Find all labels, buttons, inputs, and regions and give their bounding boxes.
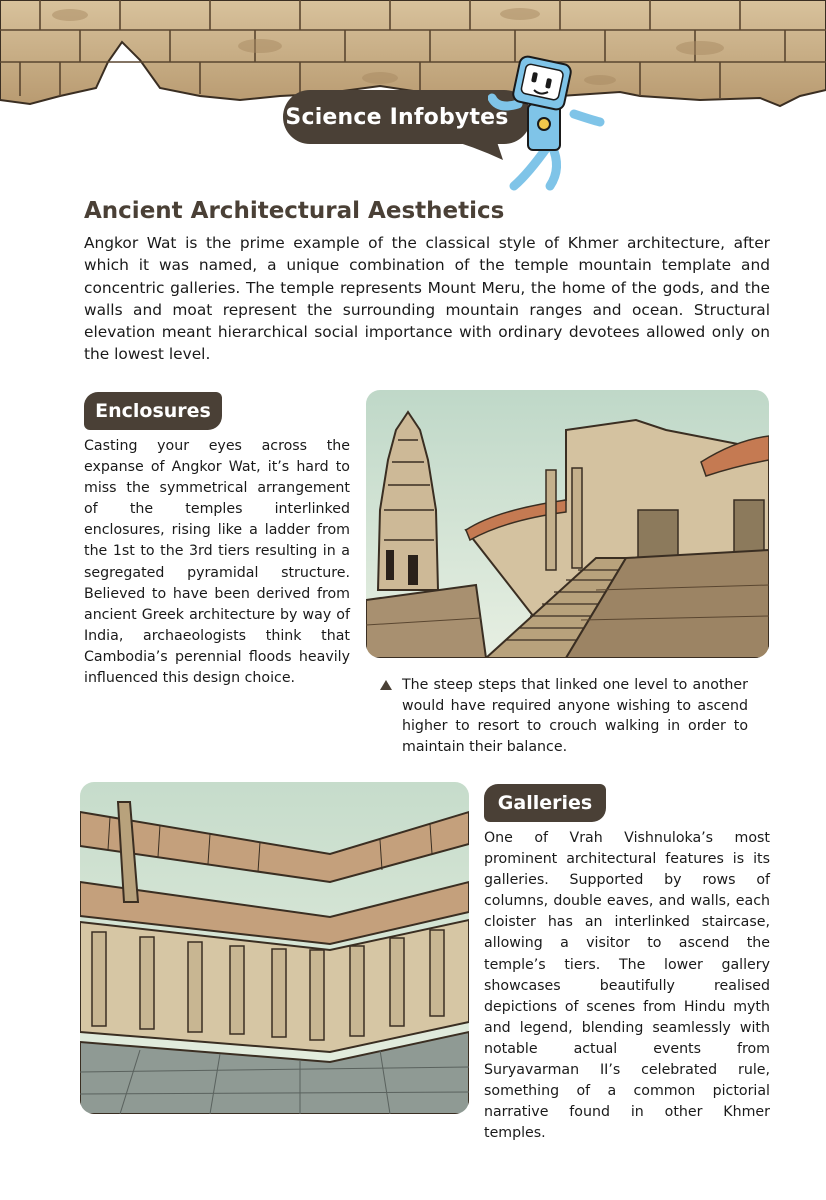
galleries-body: One of Vrah Vishnuloka’s most prominent architectural features is its galleries. Supported by rows of columns, double eaves, and walls, each cloister has an interlinked staircase, allowing a visitor to ascend the temple’s tiers. The lower gallery showcases beautifully realised depictions of scenes from Hindu myth and legend, blending seamlessly with notable actual events from Suryavarman II’s celebrated rule, something of a common pictorial narrative found in other Khmer temples. xyxy=(484,830,770,1142)
article-title: Ancient Architectural Aesthetics xyxy=(84,198,505,224)
intro-paragraph: Angkor Wat is the prime example of the classical style of Khmer architecture, after which it was named, a unique combination of the temple mountain template and concentric galleries. The temple represents Mount Meru, the home of the gods, and the walls and moat represent the surrounding mountain ranges and ocean. Structural elevation meant hierarchical social importance with ordinary devotees allowed only on the lowest level. xyxy=(84,234,770,364)
gallery-courtyard-illustration xyxy=(80,782,469,1114)
badge-label: Science Infobytes xyxy=(283,90,531,144)
enclosures-heading: Enclosures xyxy=(84,392,222,430)
robot-mascot-icon xyxy=(488,54,608,194)
steps-caption: The steep steps that linked one level to another would have required anyone wishing to ascend higher to resort to crouch walking in order to maintain their balance. xyxy=(402,677,748,755)
triangle-up-icon xyxy=(380,680,392,690)
enclosures-body: Casting your eyes across the expanse of Angkor Wat, it’s hard to miss the symmetrical arrangement of the temples interlinked enclosures, rising like a ladder from the 1st to the 3rd tiers resulting in a segregated pyramidal structure. Believed to have been derived from ancient Greek architecture by way of India, archaeologists think that Cambodia’s perennial floods heavily influenced this design choice. xyxy=(84,438,350,687)
galleries-heading: Galleries xyxy=(484,784,606,822)
temple-steps-illustration xyxy=(366,390,769,658)
